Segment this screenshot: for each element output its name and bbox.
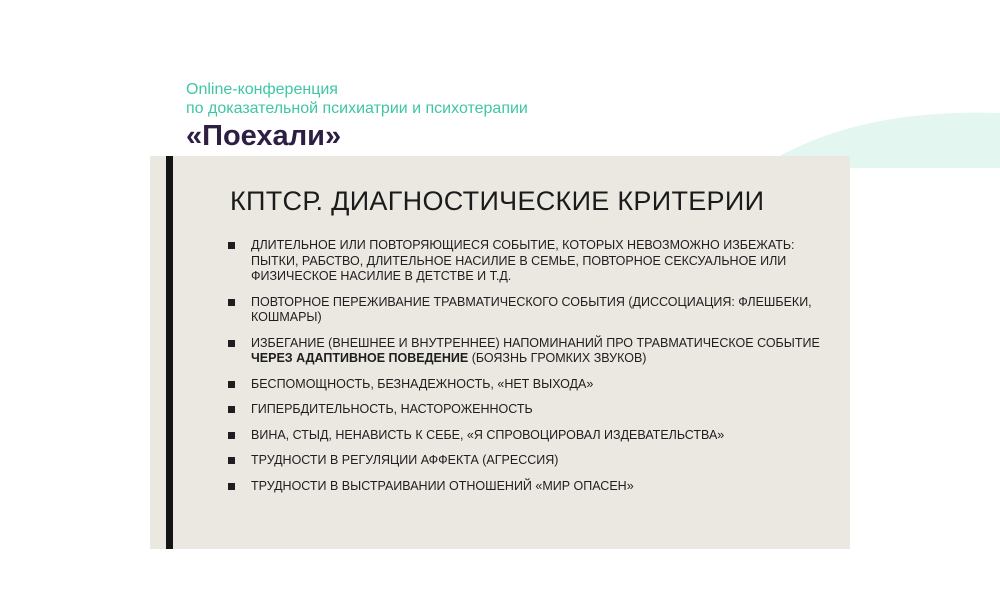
conference-brand-title: «Поехали»: [186, 120, 342, 152]
bullet-icon: [228, 483, 235, 490]
conference-header: [186, 80, 826, 153]
bullet-icon: [228, 406, 235, 413]
slide-accent-bar: [166, 156, 173, 549]
presentation-slide: [150, 156, 850, 549]
slide-title: КПТСР. ДИАГНОСТИЧЕСКИЕ КРИТЕРИИ: [230, 186, 765, 216]
bullet-icon: [228, 242, 235, 249]
list-item: ТРУДНОСТИ В ВЫСТРАИВАНИИ ОТНОШЕНИЙ «МИР ОПАСЕН»: [226, 479, 836, 495]
bullet-icon: [228, 340, 235, 347]
conference-subtitle-line1: Online-конференция: [186, 81, 338, 98]
bullet-icon: [228, 457, 235, 464]
bullet-icon: [228, 299, 235, 306]
list-item: ПОВТОРНОЕ ПЕРЕЖИВАНИЕ ТРАВМАТИЧЕСКОГО СОБЫТИЯ (ДИССОЦИАЦИЯ: ФЛЕШБЕКИ, КОШМАРЫ): [226, 295, 836, 326]
bullet-icon: [228, 381, 235, 388]
list-item: ТРУДНОСТИ В РЕГУЛЯЦИИ АФФЕКТА (АГРЕССИЯ): [226, 453, 836, 469]
conference-subtitle-line2: по доказательной психиатрии и психотерапии: [186, 100, 528, 117]
bullet-icon: [228, 432, 235, 439]
list-item: БЕСПОМОЩНОСТЬ, БЕЗНАДЕЖНОСТЬ, «НЕТ ВЫХОДА»: [226, 377, 836, 393]
emphasis-text: ЧЕРЕЗ АДАПТИВНОЕ ПОВЕДЕНИЕ: [251, 351, 469, 365]
list-item: ИЗБЕГАНИЕ (ВНЕШНЕЕ И ВНУТРЕННЕЕ) НАПОМИНАНИЙ ПРО ТРАВМАТИЧЕСКОЕ СОБЫТИЕ ЧЕРЕЗ АДАПТИВНОЕ ПОВЕДЕНИЕ (БОЯЗНЬ ГРОМКИХ ЗВУКОВ): [226, 336, 836, 367]
list-item: ДЛИТЕЛЬНОЕ ИЛИ ПОВТОРЯЮЩИЕСЯ СОБЫТИЕ, КОТОРЫХ НЕВОЗМОЖНО ИЗБЕЖАТЬ: ПЫТКИ, РАБСТВО, ДЛИТЕЛЬНОЕ НАСИЛИЕ В СЕМЬЕ, ПОВТОРНОЕ СЕКСУАЛЬНОЕ ИЛИ ФИЗИЧЕСКОЕ НАСИЛИЕ В ДЕТСТВЕ И Т.Д.: [226, 238, 836, 285]
list-item: ГИПЕРБДИТЕЛЬНОСТЬ, НАСТОРОЖЕННОСТЬ: [226, 402, 836, 418]
criteria-list: [226, 238, 836, 504]
list-item: ВИНА, СТЫД, НЕНАВИСТЬ К СЕБЕ, «Я СПРОВОЦИРОВАЛ ИЗДЕВАТЕЛЬСТВА»: [226, 428, 836, 444]
